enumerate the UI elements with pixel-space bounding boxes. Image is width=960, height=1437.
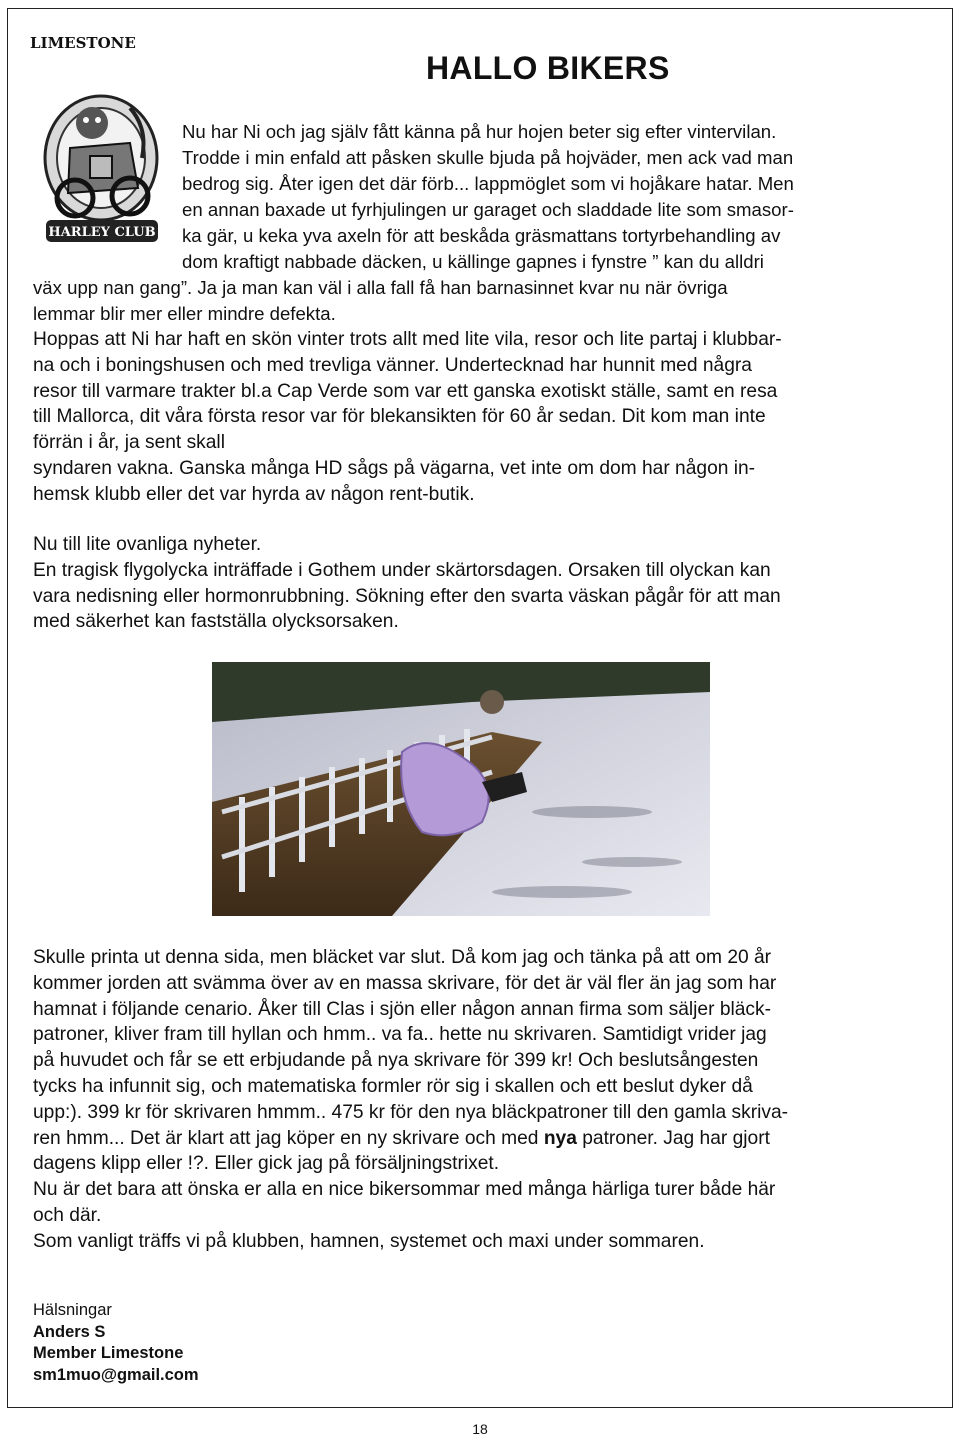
- text-line: patroner, kliver fram till hyllan och hmm.. va fa.. hette nu skrivaren. Samtidigt vrider jag: [33, 1024, 767, 1046]
- paragraph-news: [33, 532, 913, 635]
- page-title: HALLO BIKERS: [426, 50, 670, 86]
- text-line: Hoppas att Ni har haft en skön vinter trots allt med lite vila, resor och lite partaj i klubbar-: [33, 329, 782, 350]
- text-line: syndaren vakna. Ganska många HD sågs på vägarna, vet inte om dom har någon in-: [33, 457, 756, 479]
- text-line: förrän i år, ja sent skall: [33, 432, 225, 454]
- crash-photo: [212, 662, 710, 916]
- text-line: dom kraftigt nabbade däcken, u källinge gapnes i fynstre ” kan du alldri: [182, 251, 764, 272]
- text-line: på huvudet och får se ett erbjudande på nya skrivare för 399 kr! Och beslutsångesten: [33, 1050, 759, 1072]
- signature-greeting: Hälsningar: [33, 1301, 112, 1319]
- text-line: till Mallorca, dit våra första resor var för blekansikten för 60 år sedan. Dit kom man inte: [33, 406, 766, 428]
- paragraph-winter: [33, 327, 913, 508]
- text-line: kommer jorden att svämma över av en massa skrivare, för det är väl fler än jag som har: [33, 972, 777, 994]
- text-line: väx upp nan gang”. Ja ja man kan väl i alla fall få han barnasinnet kvar nu när övriga: [33, 277, 728, 298]
- text-line: tycks ha infunnit sig, och matematiska formler rör sig i skallen och ett beslut dyker då: [33, 1075, 753, 1097]
- text-line: Nu har Ni och jag själv fått känna på hur hojen beter sig efter vintervilan.: [182, 121, 777, 142]
- text-segment: ren hmm... Det är klart att jag köper en ny skrivare och med: [33, 1127, 544, 1149]
- text-line: en annan baxade ut fyrhjulingen ur garaget och sladdade lite som smasor-: [182, 199, 794, 220]
- text-line-with-bold: [33, 1126, 913, 1152]
- text-line: lemmar blir mer eller mindre defekta.: [33, 303, 336, 324]
- paragraph-printer: [33, 945, 913, 1255]
- logo-text-top: LIMESTONE: [30, 34, 136, 52]
- text-line: bedrog sig. Åter igen det där förb... lappmöglet som vi hojåkare hatar. Men: [182, 173, 794, 194]
- club-logo: [30, 34, 172, 248]
- text-segment: patroner. Jag har gjort: [576, 1127, 770, 1149]
- text-line: resor till varmare trakter bl.a Cap Verde som var ett ganska exotiskt ställe, samt en resa: [33, 380, 778, 402]
- text-line: Nu är det bara att önska er alla en nice bikersommar med många härliga turer både här: [33, 1179, 776, 1201]
- text-line: Nu till lite ovanliga nyheter.: [33, 534, 262, 555]
- text-line: vara nedisning eller hormonrubbning. Sökning efter den svarta väskan pågår för att man: [33, 585, 781, 607]
- signature-role: Member Limestone: [33, 1344, 184, 1362]
- intro-paragraph-indented: [182, 119, 912, 275]
- bold-word: nya: [543, 1127, 577, 1149]
- text-line: Skulle printa ut denna sida, men bläcket var slut. Då kom jag och tänka på att om 20 år: [33, 947, 772, 968]
- text-line: dagens klipp eller !?. Eller gick jag på försäljningstrixet.: [33, 1153, 500, 1175]
- text-line: ka gär, u keka yva axeln för att beskåda gräsmattans tortyrbehandling av: [182, 225, 781, 246]
- text-line: Som vanligt träffs vi på klubben, hamnen, systemet och maxi under sommaren.: [33, 1230, 705, 1252]
- text-line: na och i boningshusen och med trevliga vänner. Undertecknad har hunnit med några: [33, 354, 752, 376]
- text-line: Trodde i min enfald att påsken skulle bjuda på hojväder, men ack vad man: [182, 147, 794, 168]
- text-line: hamnat i följande cenario. Åker till Clas i sjön eller någon annan firma som säljer bläck-: [33, 998, 772, 1020]
- signature-block: [33, 1300, 199, 1386]
- text-line: med säkerhet kan fastställa olycksorsaken.: [33, 611, 399, 633]
- text-line: hemsk klubb eller det var hyrda av någon rent-butik.: [33, 483, 475, 505]
- intro-paragraph-full: [33, 275, 913, 327]
- text-line: upp:). 399 kr för skrivaren hmmm.. 475 kr för den nya bläckpatroner till den gamla skriva-: [33, 1101, 789, 1123]
- signature-email[interactable]: sm1muo@gmail.com: [33, 1365, 199, 1384]
- text-line: En tragisk flygolycka inträffade i Gothem under skärtorsdagen. Orsaken till olyckan kan: [33, 559, 771, 581]
- logo-text-bottom: HARLEY CLUB: [48, 225, 156, 240]
- signature-name: Anders S: [33, 1322, 106, 1341]
- text-line: och där.: [33, 1204, 102, 1226]
- page-number: 18: [472, 1421, 488, 1437]
